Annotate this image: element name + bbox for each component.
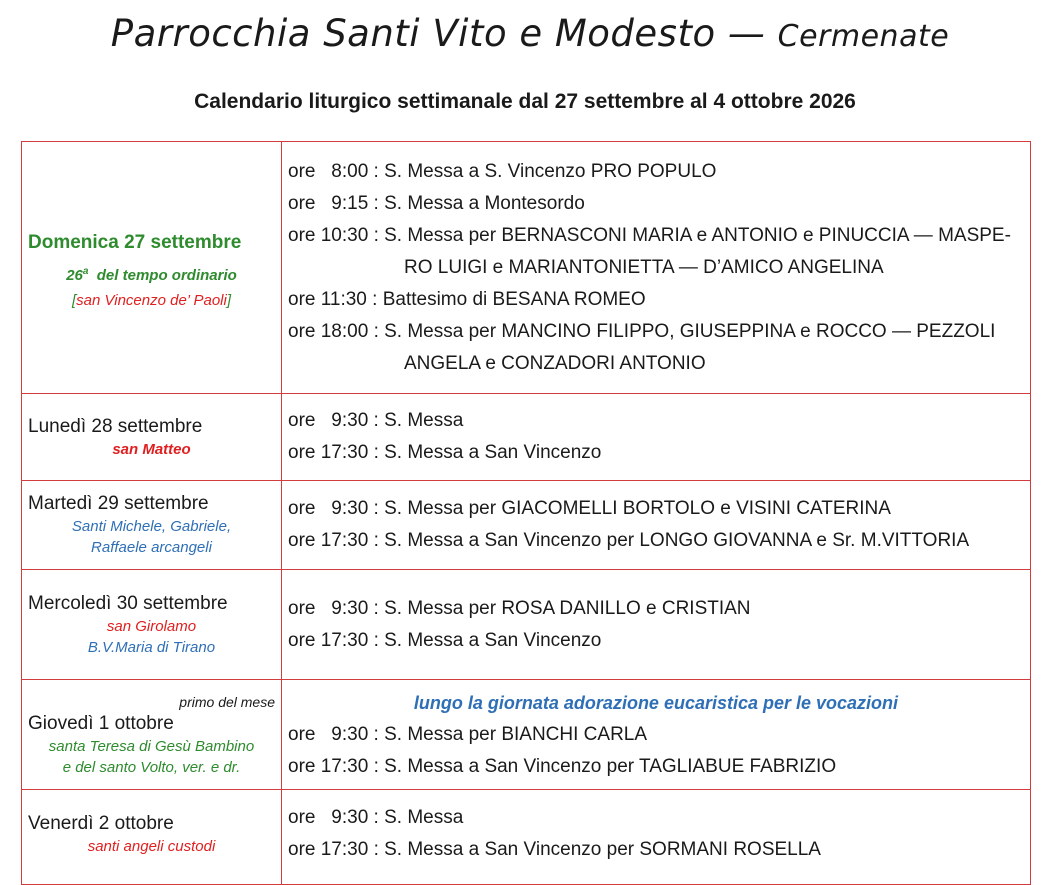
saint-of-day: san Matteo [112,440,191,458]
day-cell [22,570,282,680]
title-dash: — [715,12,778,55]
table-row [22,680,1031,790]
mass-line: ore 18:00 : S. Messa per MANCINO FILIPPO, GIUSEPPINA e ROCCO — PEZZOLI ANGELA e CONZADORI ANTONIO [288,320,996,374]
mass-line: ore 8:00 : S. Messa a S. Vincenzo PRO POPULO [288,160,717,182]
mass-line: ore 17:30 : S. Messa a San Vincenzo per LONGO GIOVANNA e Sr. M.VITTORIA [288,530,970,551]
parish-name: Parrocchia Santi Vito e Modesto [110,12,716,55]
mass-line: ore 9:30 : S. Messa per GIACOMELLI BORTOLO e VISINI CATERINA [288,498,891,519]
mass-line: ore 9:30 : S. Messa [288,807,464,828]
mass-line: ore 17:30 : S. Messa a San Vincenzo per TAGLIABUE FABRIZIO [288,755,837,777]
mass-line: ore 10:30 : S. Messa per BERNASCONI MARIA e ANTONIO e PINUCCIA — MASPE- RO LUIGI e MARIANTONIETTA — D’AMICO ANGELINA [288,224,1011,278]
mass-line: ore 17:30 : S. Messa a San Vincenzo [288,629,602,651]
day-name: Domenica 27 settembre [28,231,242,253]
masses-cell [282,570,1031,680]
masses-cell [282,680,1031,790]
saint-of-day: B.V.Maria di Tirano [87,638,216,656]
day-cell [22,481,282,570]
day-cell [22,680,282,790]
saint-of-day: Raffaele arcangeli [91,539,212,556]
liturgical-sunday: 26$^a$ del tempo ordinario [66,265,237,284]
masses-cell [282,481,1031,570]
first-of-month-note: primo del mese [179,693,275,710]
masses-cell [282,790,1031,885]
mass-line: ore 9:30 : S. Messa per ROSA DANILLO e CRISTIAN [288,597,751,619]
day-cell [22,142,282,394]
day-name: Mercoledì 30 settembre [28,592,228,614]
mass-line: ore 9:30 : S. Messa [288,410,464,431]
town-name: Cermenate [777,19,950,54]
table-row [22,790,1031,885]
table-row [22,394,1031,481]
adoration-note: lungo la giornata adorazione eucaristica per le vocazioni [413,692,899,713]
liturgical-calendar-table [21,141,1031,885]
day-name: Martedì 29 settembre [28,493,209,514]
mass-line: ore 11:30 : Battesimo di BESANA ROMEO [288,288,646,310]
table-row [22,481,1031,570]
table-row [22,570,1031,680]
page-title [0,12,1060,55]
saint-of-day: santi angeli custodi [87,838,216,855]
calendar-subtitle: Calendario liturgico settimanale dal 27 settembre al 4 ottobre 2026 [194,90,856,113]
day-name: Venerdì 2 ottobre [28,813,174,834]
saint-of-day: e del santo Volto, ver. e dr. [62,758,241,776]
day-name: Lunedì 28 settembre [28,415,203,437]
saint-of-day: san Girolamo [106,617,197,635]
masses-cell [282,394,1031,481]
saint-of-day: Santi Michele, Gabriele, [71,518,232,535]
saint-of-day: [san Vincenzo de’ Paoli] [71,291,231,309]
day-cell [22,394,282,481]
day-name: Giovedì 1 ottobre [28,712,174,734]
masses-cell [282,142,1031,394]
day-cell [22,790,282,885]
table-row [22,142,1031,394]
mass-line: ore 9:30 : S. Messa per BIANCHI CARLA [288,723,648,745]
mass-line: ore 17:30 : S. Messa a San Vincenzo per SORMANI ROSELLA [288,839,821,860]
mass-line: ore 9:15 : S. Messa a Montesordo [288,192,585,214]
saint-of-day: santa Teresa di Gesù Bambino [48,737,255,755]
mass-line: ore 17:30 : S. Messa a San Vincenzo [288,442,602,463]
